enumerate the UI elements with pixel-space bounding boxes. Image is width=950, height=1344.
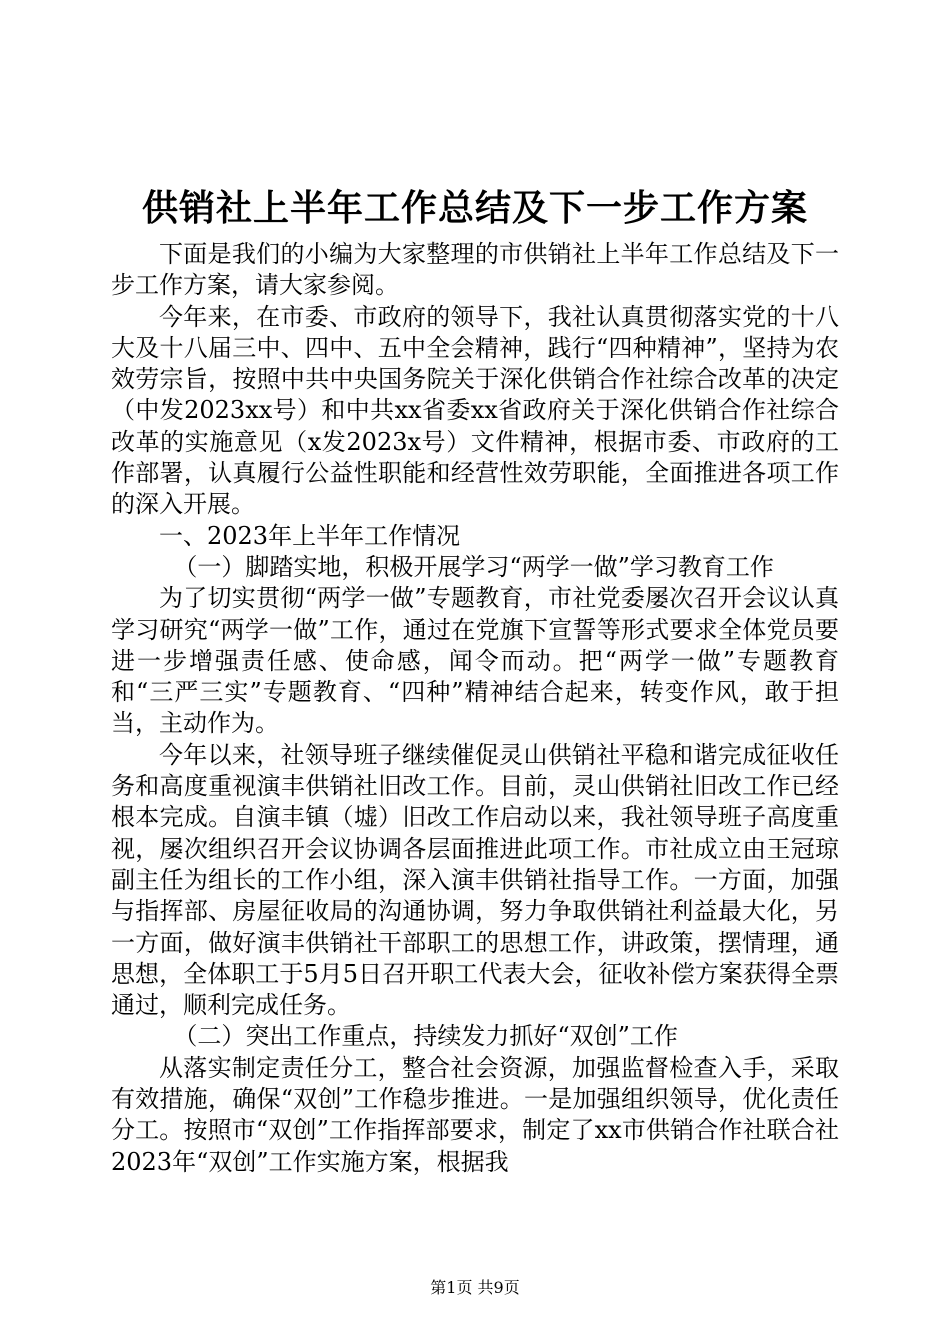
paragraph-overview: 今年来，在市委、市政府的领导下，我社认真贯彻落实党的十八大及十八届三中、四中、五中全会精神，践行“四种精神”，坚持为农效劳宗旨，按照中共中央国务院关于深化供销合作社综合改革的决定（中发2023xx号）和中共xx省委xx省政府关于深化供销合作社综合改革的实施意见（x发2023x号）文件精神，根据市委、市政府的工作部署，认真履行公益性职能和经营性效劳职能，全面推进各项工作的深入开展。 <box>111 302 839 519</box>
paragraph-reconstruction: 今年以来，社领导班子继续催促灵山供销社平稳和谐完成征收任务和高度重视演丰供销社旧改工作。目前，灵山供销社旧改工作已经根本完成。自演丰镇（墟）旧改工作启动以来，我社领导班子高度重视，屡次组织召开会议协调各层面推进此项工作。市社成立由王冠琼副主任为组长的工作小组，深入演丰供销社指导工作。一方面，加强与指挥部、房屋征收局的沟通协调，努力争取供销社利益最大化，另一方面，做好演丰供销社干部职工的思想工作，讲政策，摆情理，通思想，全体职工于5月5日召开职工代表大会，征收补偿方案获得全票通过，顺利完成任务。 <box>111 740 839 1020</box>
paragraph-intro: 下面是我们的小编为大家整理的市供销社上半年工作总结及下一步工作方案，请大家参阅。 <box>111 240 839 300</box>
subsection-heading-1: （一）脚踏实地，积极开展学习“两学一做”学习教育工作 <box>173 552 774 581</box>
section-heading-1: 一、2023年上半年工作情况 <box>159 521 461 550</box>
page-number-footer: 第1页 共9页 <box>430 1278 520 1297</box>
document-body <box>111 239 839 1178</box>
paragraph-study-education: 为了切实贯彻“两学一做”专题教育，市社党委屡次召开会议认真学习研究“两学一做”工作，通过在党旗下宣誓等形式要求全体党员要进一步增强责任感、使命感，闻令而动。把“两学一做”专题教育和“三严三实”专题教育、“四种”精神结合起来，转变作风，敢于担当，主动作为。 <box>111 584 839 738</box>
document-title: 供销社上半年工作总结及下一步工作方案 <box>141 187 808 229</box>
paragraph-shuangchuang: 从落实制定责任分工，整合社会资源，加强监督检查入手，采取有效措施，确保“双创”工作稳步推进。一是加强组织领导，优化责任分工。按照市“双创”工作指挥部要求，制定了xx市供销合作社联合社2023年“双创”工作实施方案，根据我 <box>111 1053 839 1176</box>
subsection-heading-2: （二）突出工作重点，持续发力抓好“双创”工作 <box>173 1022 678 1051</box>
